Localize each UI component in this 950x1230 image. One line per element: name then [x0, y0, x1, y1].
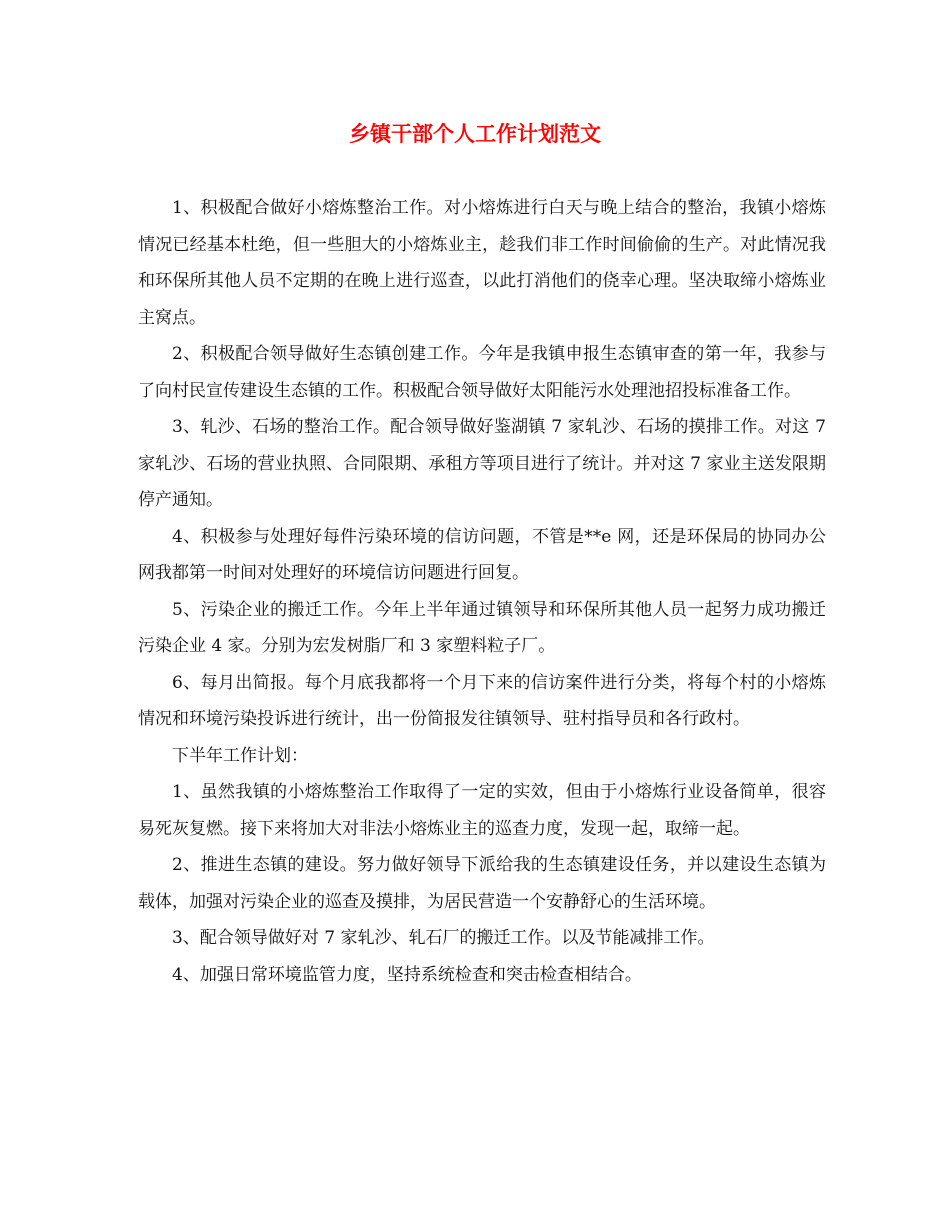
paragraph-plan-item-3: 3、配合领导做好对 7 家轧沙、轧石厂的搬迁工作。以及节能减排工作。 — [172, 928, 715, 948]
paragraph-work-item-2: 2、积极配合领导做好生态镇创建工作。今年是我镇申报生态镇审查的第一年，我参与了向村民宣传建设生态镇的工作。积极配合领导做好太阳能污水处理池招投标准备工作。 — [138, 344, 826, 401]
paragraph-work-item-5: 5、污染企业的搬迁工作。今年上半年通过镇领导和环保所其他人员一起努力成功搬迁污染企业 4 家。分别为宏发树脂厂和 3 家塑料粒子厂。 — [138, 599, 826, 656]
paragraph-plan-item-2: 2、推进生态镇的建设。努力做好领导下派给我的生态镇建设任务，并以建设生态镇为载体，加强对污染企业的巡查及摸排，为居民营造一个安静舒心的生活环境。 — [138, 855, 826, 912]
paragraph-work-item-1: 1、积极配合做好小熔炼整治工作。对小熔炼进行白天与晚上结合的整治，我镇小熔炼情况已经基本杜绝，但一些胆大的小熔炼业主，趁我们非工作时间偷偷的生产。对此情况我和环保所其他人员不定期的在晚上进行巡查，以此打消他们的侥幸心理。坚决取缔小熔炼业主窝点。 — [138, 198, 826, 328]
paragraph-work-item-4: 4、积极参与处理好每件污染环境的信访问题，不管是**e 网，还是环保局的协同办公网我都第一时间对处理好的环境信访问题进行回复。 — [138, 526, 826, 583]
document-body — [138, 190, 826, 993]
section-heading-second-half-plan: 下半年工作计划： — [172, 745, 308, 766]
paragraph-work-item-6: 6、每月出简报。每个月底我都将一个月下来的信访案件进行分类，将每个村的小熔炼情况和环境污染投诉进行统计，出一份简报发往镇领导、驻村指导员和各行政村。 — [138, 672, 826, 729]
document-title: 乡镇干部个人工作计划范文 — [349, 121, 601, 146]
paragraph-plan-item-4: 4、加强日常环境监管力度，坚持系统检查和突击检查相结合。 — [172, 964, 642, 985]
paragraph-work-item-3: 3、轧沙、石场的整治工作。配合领导做好鉴湖镇 7 家轧沙、石场的摸排工作。对这 7 家轧沙、石场的营业执照、合同限期、承租方等项目进行了统计。并对这 7 家业主送发限期停产通知。 — [138, 417, 826, 510]
paragraph-plan-item-1: 1、虽然我镇的小熔炼整治工作取得了一定的实效，但由于小熔炼行业设备简单，很容易死灰复燃。接下来将加大对非法小熔炼业主的巡查力度，发现一起，取缔一起。 — [138, 782, 826, 839]
